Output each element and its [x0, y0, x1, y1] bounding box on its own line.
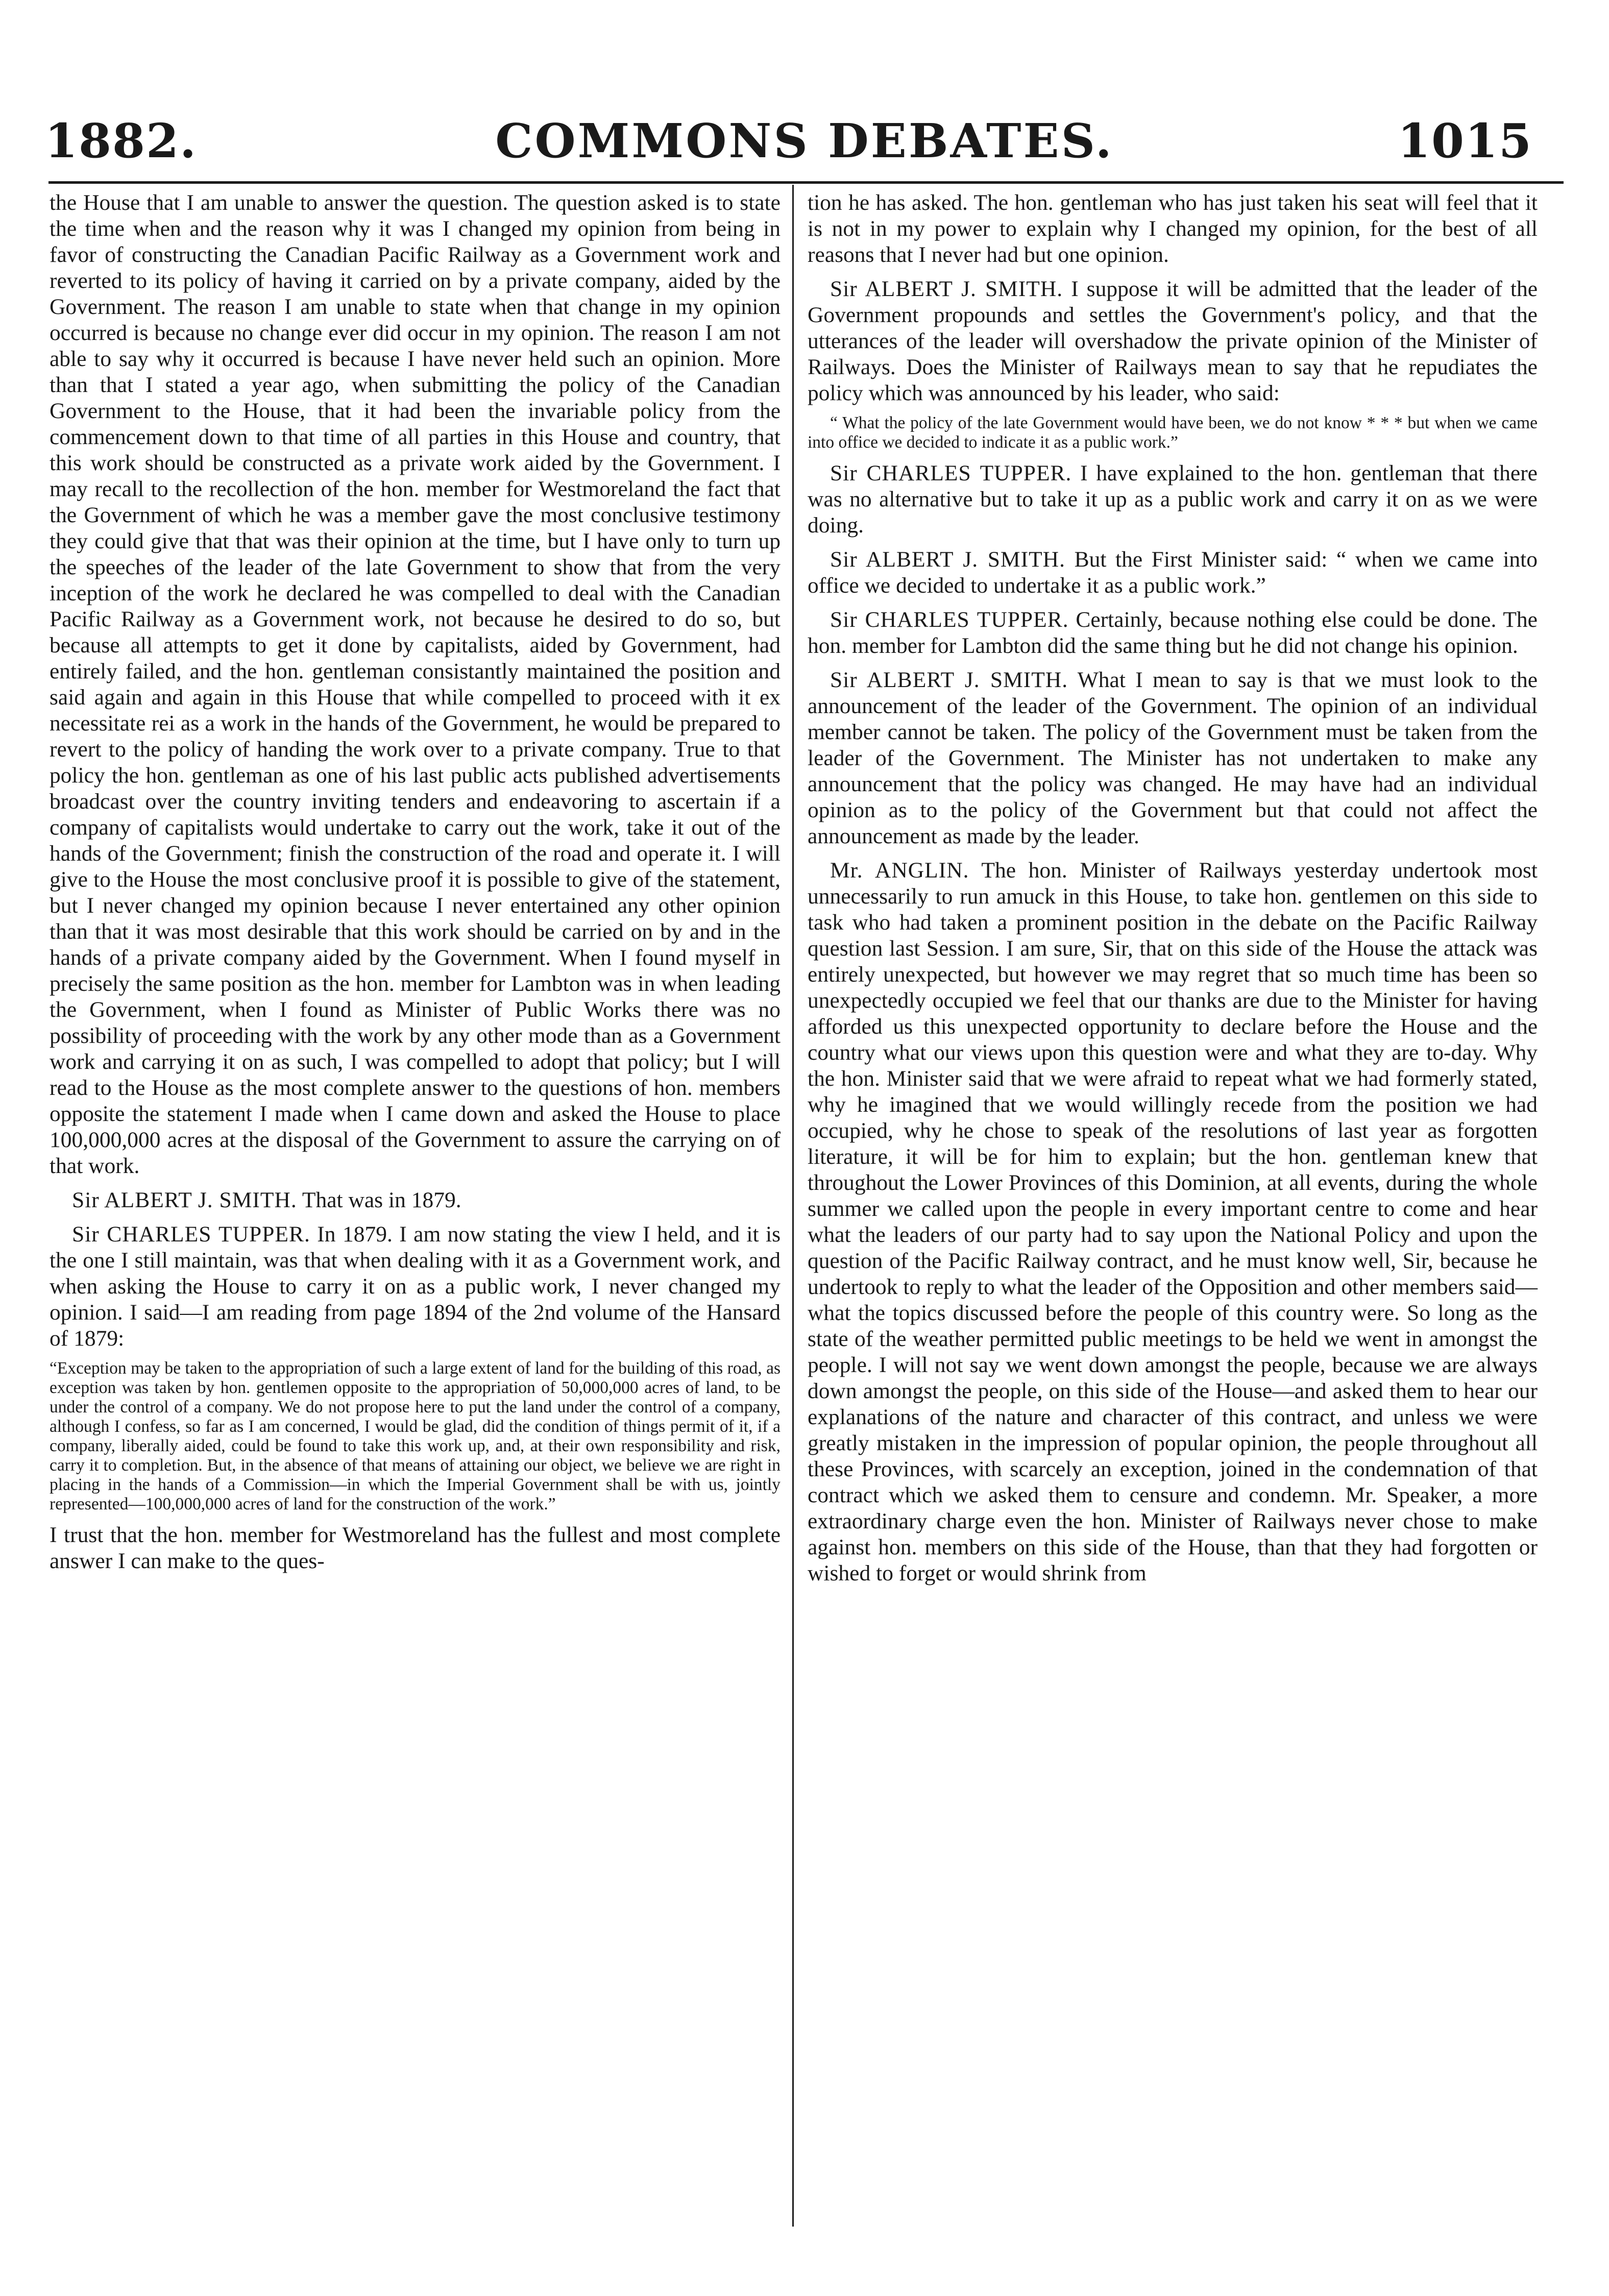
speech-text: What I mean to say is that we must look to the announcement of the leader of the Government. The opinion of an individual member cannot be taken. The policy of the Government must be taken from the leader of the Government. The Minister has not undertaken to make any announcement that the policy was changed. He may have had an individual opinion as to the policy of the Government but that could not affect the announcement as made by the leader. — [808, 668, 1538, 848]
left-column — [50, 190, 781, 1574]
speech-text: I suppose it will be admitted that the leader of the Government propounds and settles the Government's policy, and that the utterances of the leader will overshadow the private opinion of the Minister of Railways. Does the Minister of Railways mean to say that he repudiates the policy which was announced by his leader, who said: — [808, 277, 1538, 405]
speaker-name: Sir ALBERT J. SMITH. — [830, 668, 1068, 692]
speech-text: The hon. Minister of Railways yesterday undertook most unnecessarily to run amuck in this House, to take hon. gentlemen on this side to task who had taken a prominent position in the debate on the Pacific Railway question last Session. I am sure, Sir, that on this side of the House the attack was entirely unexpected, but however we may regret that so much time has been so unexpectedly occupied we feel that our thanks are due to the Minister for having afforded us this unexpected opportunity to declare before the House and the country what our views upon this question were and what they are to-day. Why the hon. Minister said that we were afraid to repeat what we had formerly stated, why he imagined that we would willingly recede from the position we had occupied, why he chose to speak of the resolutions of last year as forgotten literature, it will be for him to explain; but the hon. gentleman knew that throughout the Lower Provinces of this Dominion, at all events, during the whole summer we called upon the people in every important centre to come and hear what the leaders of our party had to say upon the National Policy and upon the question of the Pacific Railway contract, and he must know well, Sir, because he undertook to reply to what the leader of the Opposition and other members said—what the topics discussed before the people of this country were. So long as the state of the weather permitted public meetings to be held we went in amongst the people. I will not say we went down amongst the people, because we are always down amongst the people, on this side of the House—and asked them to hear our explanations of the nature and character of this contract, and unless we were greatly mistaken in the impression of popular opinion, the people throughout all these Provinces, with scarcely an exception, joined in the condemnation of that contract which we asked them to censure and condemn. Mr. Speaker, a more extraordinary charge even the hon. Minister of Railways never chose to make against hon. members on this side of the House, than that they had forgotten or wished to forget or would shrink from — [808, 858, 1538, 1585]
speech-paragraph — [808, 547, 1538, 599]
speaker-name: Sir ALBERT J. SMITH. — [830, 547, 1065, 572]
header-page-number: 1015 — [1397, 113, 1532, 168]
speech-text: I have explained to the hon. gentleman that there was no alternative but to take it up as a public work and carry it on as we were doing. — [808, 461, 1538, 538]
speech-paragraph — [50, 1187, 781, 1213]
header-title: COMMONS DEBATES. — [495, 113, 1114, 168]
block-quote: “ What the policy of the late Government would have been, we do not know * * * but when we came into office we decided to indicate it as a public work.” — [808, 413, 1538, 452]
block-quote: “Exception may be taken to the appropriation of such a large extent of land for the building of this road, as exception was taken by hon. gentlemen opposite to the appropriation of 50,000,000 acres of land, to be under the control of a company. We do not propose here to put the land under the control of a company, although I confess, so far as I am concerned, I would be glad, did the condition of things permit of it, if a company, liberally aided, could be found to take this work up, and, at their own responsibility and risk, carry it to completion. But, in the absence of that means of attaining our object, we believe we are right in placing in the hands of a Commission—in which the Imperial Government shall be with us, jointly represented—100,000,000 acres of land for the construction of the work.” — [50, 1359, 781, 1513]
speaker-name: Sir ALBERT J. SMITH. — [830, 277, 1063, 301]
speaker-name: Sir CHARLES TUPPER. — [830, 607, 1069, 632]
header-rule — [48, 181, 1564, 184]
paragraph: the House that I am unable to answer the question. The question asked is to state the time when and the reason why it was I changed my opinion from being in favor of constructing the Canadian Pacific Railway as a Government work and reverted to its policy of having it carried on by a private company, aided by the Government. The reason I am unable to state when that change in my opinion occurred is because no change ever did occur in my opinion. The reason I am not able to say why it occurred is because I have never held such an opinion. More than that I stated a year ago, when submitting the policy of the Canadian Government to the House, that it had been the invariable policy from the commencement down to that time of all parties in this House and country, that this work should be constructed as a private work aided by the Government. I may recall to the recollection of the hon. member for Westmoreland the fact that the Government of which he was a member gave the most conclusive testimony they could give that that was their opinion at the time, but I have only to turn up the speeches of the leader of the late Government to show that from the very inception of the work he declared he was compelled to deal with the Canadian Pacific Railway as a Government work, not because he desired to do so, but because all attempts to get it done by capitalists, aided by Government, had entirely failed, and the hon. gentleman consistantly maintained the position and said again and again in this House that while compelled to proceed with it ex necessitate rei as a work in the hands of the Government, he would be prepared to revert to the policy of handing the work over to a private company. True to that policy the hon. gentleman as one of his last public acts published advertisements broadcast over the country inviting tenders and endeavoring to ascertain if a company of capitalists would undertake to carry out the work, take it out of the hands of the Government; finish the construction of the road and operate it. I will give to the House the most conclusive proof it is possible to give of the statement, but I never changed my opinion because I never entertained any other opinion than that it was most desirable that this work should be carried on by and in the hands of a private company aided by the Government. When I found myself in precisely the same position as the hon. member for Lambton was in when leading the Government, when I found as Minister of Public Works there was no possibility of proceeding with the work by any other mode than as a Government work and carrying it on as such, I was compelled to adopt that policy; but I will read to the House as the most complete answer to the questions of hon. members opposite the statement I made when I came down and asked the House to place 100,000,000 acres at the disposal of the Government to assure the carrying on of that work. — [50, 190, 781, 1178]
speaker-name: Sir CHARLES TUPPER. — [830, 461, 1072, 485]
paragraph: tion he has asked. The hon. gentleman who has just taken his seat will feel that it is not in my power to explain why I changed my opinion, for the best of all reasons that I never had but one opinion. — [808, 190, 1538, 267]
speech-paragraph — [50, 1222, 781, 1352]
speech-text: Certainly, because nothing else could be done. The hon. member for Lambton did the same thing but he did not change his opinion. — [808, 607, 1538, 658]
speech-paragraph — [808, 607, 1538, 659]
paragraph: I trust that the hon. member for Westmoreland has the fullest and most complete answer I can make to the ques- — [50, 1523, 781, 1573]
speech-paragraph — [808, 858, 1538, 1586]
speech-paragraph — [808, 460, 1538, 539]
speech-text: But the First Minister said: “ when we came into office we decided to undertake it as a public work.” — [808, 547, 1538, 598]
speech-paragraph — [808, 667, 1538, 849]
speaker-name: Sir ALBERT J. SMITH. — [72, 1188, 297, 1212]
speech-paragraph — [808, 276, 1538, 406]
column-divider — [792, 185, 794, 2227]
speaker-name: Mr. ANGLIN. — [830, 858, 969, 883]
header-year: 1882. — [45, 113, 198, 168]
speech-text: That was in 1879. — [302, 1188, 461, 1212]
speaker-name: Sir CHARLES TUPPER. — [72, 1222, 310, 1247]
right-column — [808, 190, 1538, 1586]
speech-text: In 1879. I am now stating the view I held, and it is the one I still maintain, was that when dealing with it as a Government work, and when asking the House to carry it on as a public work, I never changed my opinion. I said—I am reading from page 1894 of the 2nd volume of the Hansard of 1879: — [50, 1222, 781, 1351]
